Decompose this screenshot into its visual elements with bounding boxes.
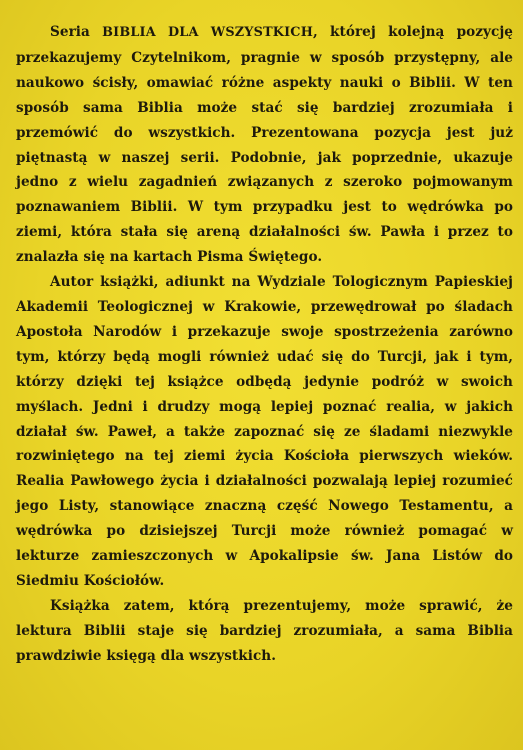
paragraph-text: , której kolejną pozycję przekazujemy Czytelnikom, pragnie w sposób przystępny, ale naukowo ścisły, omawiać różne aspekty nauki o Biblii. W ten sposób sama Biblia może stać się bardziej zrozumiała i przemówić do wszystkich. Prezentowana pozycja jest już piętnastą w naszej serii. Podobnie, jak poprzednie, ukazuje jedno z wielu zagadnień związanych z szeroko pojmowanym poznawaniem Biblii. W tym przypadku jest to wędrówka po ziemi, która stała się areną działalności św. Pawła i przez to znalazła się na kartach Pisma Świętego. [16,24,514,266]
blurb-text [16,20,513,669]
paragraph-conclusion: Książka zatem, którą prezentujemy, może sprawić, że lektura Biblii staje się bardziej zrozumiała, a sama Biblia prawdziwie księgą dla wszystkich. [16,597,513,664]
series-name: BIBLIA DLA WSZYSTKICH [102,25,313,40]
paragraph-author: Autor książki, adiunkt na Wydziale Tologicznym Papieskiej Akademii Teologicznej w Krakowie, przewędrował po śladach Apostoła Narodów i przekazuje swoje spostrzeżenia zarówno tym, którzy będą mogli również udać się do Turcji, jak i tym, którzy dzięki tej książce odbędą jedynie podróż w swoich myślach. Jedni i drudzy mogą lepiej poznać realia, w jakich działał św. Paweł, a także zapoznać się ze śladami niezwykle rozwiniętego na tej ziemi życia Kościoła pierwszych wieków. Realia Pawłowego życia i działalności pozwalają lepiej rozumieć jego Listy, stanowiące znaczną część Nowego Testamentu, a wędrówka po dzisiejszej Turcji może również pomagać w lekturze zamieszczonych w Apokalipsie św. Jana Listów do Siedmiu Kościołów. [16,274,513,589]
paragraph-series-intro [16,20,513,270]
paragraph-lead: Seria [50,24,103,40]
